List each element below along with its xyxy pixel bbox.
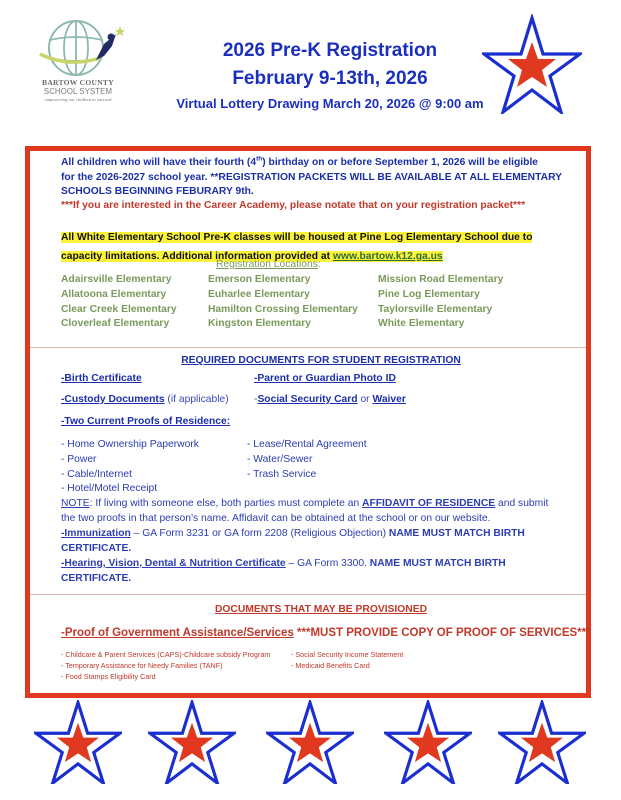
provisioned-items-right [291,649,403,671]
location-item: White Elementary [378,318,465,330]
section-divider [30,594,586,595]
district-website-link[interactable]: www.bartow.k12.ga.us [332,250,443,262]
location-item: Taylorsville Elementary [378,303,493,315]
star-icon [498,700,586,784]
section-divider [30,347,586,348]
lottery-info: Virtual Lottery Drawing March 20, 2026 @ 9:00 am [176,96,484,111]
doc-birth-certificate: -Birth Certificate [61,373,142,384]
footer-star-row [28,700,598,785]
provisioned-documents-title: DOCUMENTS THAT MAY BE PROVISIONED [214,604,428,615]
star-icon [482,14,582,114]
required-documents-title: REQUIRED DOCUMENTS FOR STUDENT REGISTRATION [181,355,461,366]
star-icon [34,700,122,784]
page-title: 2026 Pre-K Registration [222,40,438,61]
doc-social-security: -Social Security Card or Waiver [254,394,406,405]
locations-column-2 [208,273,358,332]
location-item: Clear Creek Elementary [61,303,177,315]
residence-proof-item: - Power [61,453,97,465]
provisioned-item: - Medicaid Benefits Card [291,661,370,670]
provisioned-item: - Childcare & Parent Services (CAPS)-Childcare subsidy Program [61,650,271,659]
location-item: Euharlee Elementary [208,288,310,300]
logo-name-line1: BARTOW COUNTY [42,78,114,87]
location-item: Allatoona Elementary [61,288,167,300]
residence-proofs-left [61,438,199,497]
residence-proof-item: - Trash Service [247,468,317,480]
residence-proof-item: - Hotel/Motel Receipt [61,483,158,495]
location-item: Mission Road Elementary [378,274,504,285]
residence-proofs-right [247,438,367,482]
residence-proof-item: - Water/Sewer [247,453,313,465]
location-item: Emerson Elementary [208,274,311,285]
residence-proof-item: - Cable/Internet [61,468,132,480]
provisioned-item: - Social Security Income Statement [291,650,404,659]
immunization-requirement: -Immunization – GA Form 3231 or GA form 2208 (Religious Objection) NAME MUST MATCH BIRTH CERTIFICATE. [61,528,525,554]
location-item: Cloverleaf Elementary [61,318,170,330]
location-item: Adairsville Elementary [61,274,172,285]
career-academy-note: ***If you are interested in the Career Academy, please notate that on your registration packet*** [61,200,526,211]
logo-name-line2: SCHOOL SYSTEM [43,87,113,96]
provisioned-item: - Temporary Assistance for Needy Families (TANF) [61,661,223,670]
residence-proof-item: - Lease/Rental Agreement [247,439,367,450]
locations-column-1 [61,273,177,332]
registration-locations-title: Registration Locations: [216,259,321,270]
provisioned-items-left [61,649,270,682]
provisioned-item: - Food Stamps Eligibility Card [61,672,156,681]
star-icon [148,700,236,784]
registration-dates: February 9-13th, 2026 [232,68,428,89]
globe-graduate-logo-icon [28,14,128,84]
eligibility-text: All children who will have their fourth (4th) birthday on or before September 1, 2026 will be eligible for the 2026-2027 school year. **REGISTRATION PACKETS WILL BE AVAILABLE AT ALL ELEMENTARY SCHOOLS BEGINNING FEBURARY 9th. [61,155,562,197]
residence-proof-item: - Home Ownership Paperwork [61,439,199,450]
doc-custody: -Custody Documents (if applicable) [61,394,229,405]
location-item: Hamilton Crossing Elementary [208,303,358,315]
affidavit-note: NOTE: If living with someone else, both parties must complete an AFFIDAVIT OF RESIDENCE and submit the two proofs in that person’s name. Affidavit can be obtained at the school or on our website. [61,498,549,524]
location-item: Kingston Elementary [208,318,311,330]
locations-column-3 [378,273,503,332]
hvdn-requirement: -Hearing, Vision, Dental & Nutrition Certificate – GA Form 3300. NAME MUST MATCH BIRTH CERTIFICATE. [61,558,506,584]
doc-proofs-of-residence: -Two Current Proofs of Residence: [61,416,231,427]
star-icon [384,700,472,784]
white-elementary-notice: All White Elementary School Pre-K classes will be housed at Pine Log Elementary School due to capacity limitations. Additional information provided at www.bartow.k12.ga.us [61,232,533,262]
government-assistance-heading: -Proof of Government Assistance/Services ***MUST PROVIDE COPY OF PROOF OF SERVICES*** [61,627,591,639]
location-item: Pine Log Elementary [378,288,480,300]
logo-tagline: empowering our children to succeed [44,97,112,102]
star-icon [266,700,354,784]
doc-photo-id: -Parent or Guardian Photo ID [254,373,396,384]
